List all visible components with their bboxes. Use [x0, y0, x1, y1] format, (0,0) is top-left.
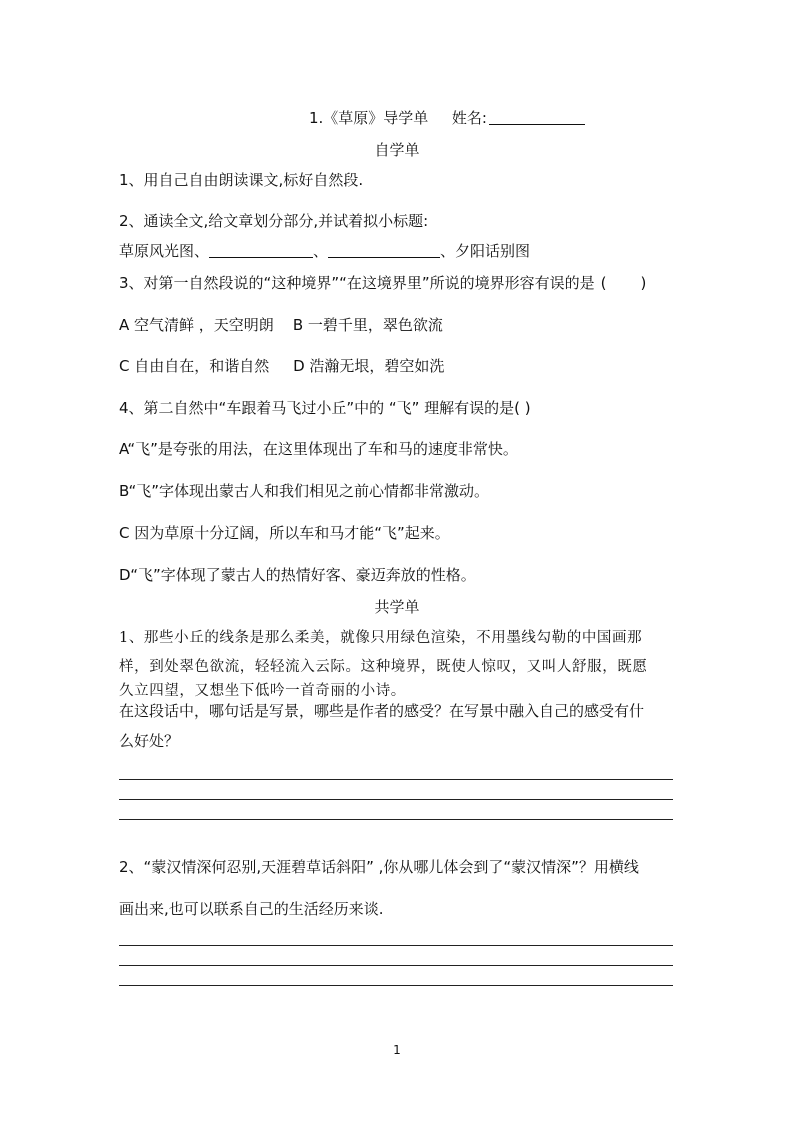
q3-options-ab: A 空气清鲜 ，天空明朗 B 一碧千里，翠色欲流: [119, 316, 443, 334]
q4-option-b: B“飞”字体现出蒙古人和我们相见之前心情都非常激动。: [119, 482, 490, 500]
answer-line[interactable]: [119, 985, 673, 986]
self-study-q4: 4、第二自然中“车跟着马飞过小丘”中的 “飞” 理解有误的是( ): [119, 399, 531, 417]
q4-option-a: A“飞”是夸张的用法，在这里体现出了车和马的速度非常快。: [119, 440, 518, 458]
self-study-q1: 1、用自己自由朗读课文,标好自然段.: [119, 171, 364, 189]
co-study-q2-line-2: 画出来,也可以联系自己的生活经历来谈.: [119, 900, 384, 918]
co-study-q1-line-1: 在这段话中，哪句话是写景，哪些是作者的感受？在写景中融入自己的感受有什: [119, 702, 645, 720]
q4-option-d: D“飞”字体现了蒙古人的热情好客、豪迈奔放的性格。: [119, 566, 476, 584]
passage-line-3: 久立四望，又想坐下低吟一首奇丽的小诗。: [119, 683, 406, 699]
self-study-q3: [119, 273, 646, 293]
name-label: 姓名:: [451, 109, 487, 127]
worksheet-title: 1.《草原》导学单: [309, 109, 429, 127]
self-study-q2: 2、通读全文,给文章划分部分,并试着拟小标题:: [119, 212, 429, 230]
name-blank[interactable]: [489, 108, 585, 125]
page-number: 1: [393, 1043, 401, 1057]
passage-line-1: 1、那些小丘的线条是那么柔美，就像只用绿色渲染，不用墨线勾勒的中国画那: [119, 630, 643, 646]
q2-blank-1[interactable]: [209, 241, 313, 258]
answer-line[interactable]: [119, 779, 673, 780]
self-study-heading: 自学单: [374, 141, 420, 159]
q2-fill-separator: 、: [313, 242, 329, 260]
passage-line-2: 样，到处翠色欲流，轻轻流入云际。这种境界，既使人惊叹，又叫人舒服，既愿: [119, 659, 648, 675]
self-study-q2-fill: [119, 241, 530, 261]
co-study-q1-line-2: 么好处？: [119, 732, 180, 750]
answer-line[interactable]: [119, 965, 673, 966]
q2-fill-end: 、夕阳话别图: [440, 242, 531, 260]
worksheet-title-line: [309, 108, 585, 128]
answer-line[interactable]: [119, 799, 673, 800]
co-study-q2-line-1: 2、“蒙汉情深何忍别,天涯碧草话斜阳” ,你从哪儿体会到了“蒙汉情深”？用横线: [119, 858, 639, 876]
q3-options-cd: C 自由自在，和谐自然 D 浩瀚无垠，碧空如洗: [119, 357, 445, 375]
answer-line[interactable]: [119, 945, 673, 946]
q2-fill-start: 草原风光图、: [119, 242, 210, 260]
q3-text: 3、对第一自然段说的“这种境界”“在这境界里”所说的境界形容有误的是: [119, 274, 595, 292]
answer-line[interactable]: [119, 819, 673, 820]
q3-answer-paren[interactable]: ( ): [600, 274, 647, 292]
q4-option-c: C 因为草原十分辽阔，所以车和马才能“飞”起来。: [119, 524, 450, 542]
q2-blank-2[interactable]: [328, 241, 440, 258]
co-study-heading: 共学单: [374, 598, 420, 616]
